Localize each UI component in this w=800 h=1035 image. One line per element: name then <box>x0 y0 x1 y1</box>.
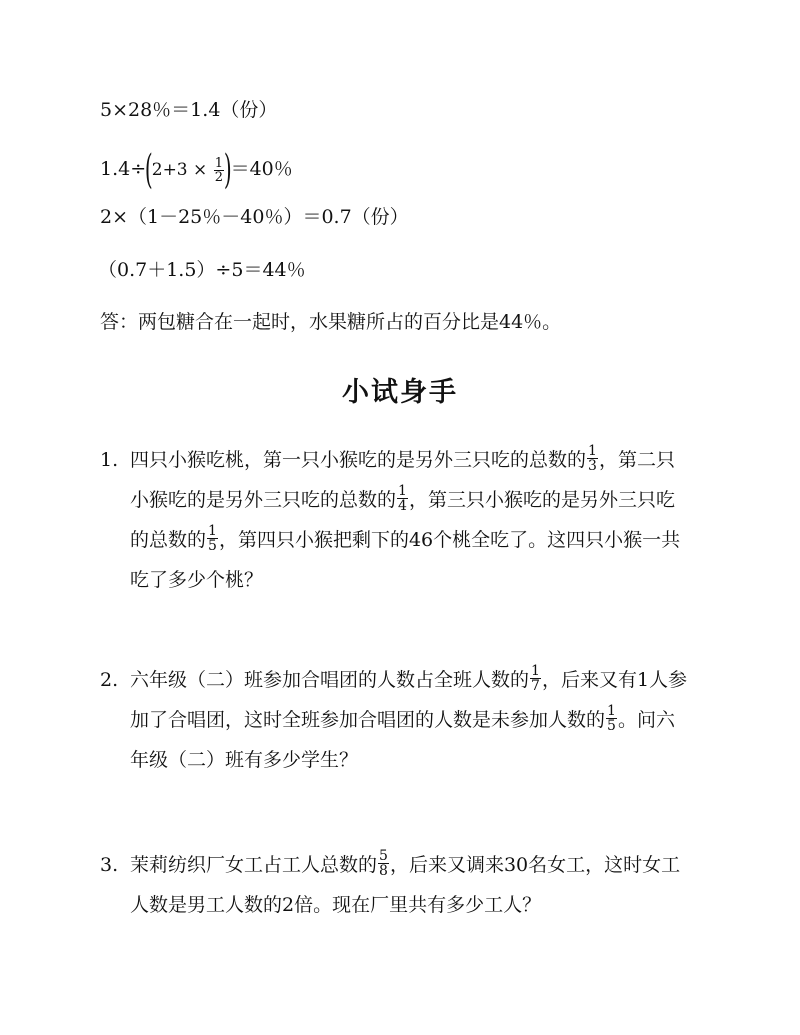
fraction: $\frac{1}{7}$ <box>531 662 540 694</box>
fraction: $\frac{1}{4}$ <box>398 482 407 514</box>
solution-line-2-inner: 2+3 × <box>151 160 213 180</box>
problem-1-row-2: 小猴吃的是另外三只吃的总数的 $\frac{1}{4}$ ，第三只小猴吃的是另外三只吃 <box>130 482 675 514</box>
problem-1-row-3: 的总数的 $\frac{1}{5}$ ，第四只小猴把剩下的46个桃全吃了。这四只小猴一共 <box>130 522 681 554</box>
problem-3-row-2: 人数是男工人数的2倍。现在厂里共有多少工人？ <box>130 894 542 916</box>
fraction: $\frac{1}{5}$ <box>208 522 217 554</box>
solution-line-2-suffix: ＝40％ <box>230 158 293 180</box>
fraction: $\frac{1}{5}$ <box>607 702 616 734</box>
problem-number: 1. <box>100 449 119 471</box>
solution-line-2 <box>100 147 293 193</box>
solution-line-4: （0.7＋1.5）÷5＝44％ <box>98 259 306 281</box>
problem-3-row-1: 3. 茉莉纺织厂女工占工人总数的 $\frac{5}{8}$ ，后来又调来30名女工，这时女工 <box>100 845 700 885</box>
problem-2 <box>100 660 700 780</box>
section-title: 小试身手 <box>342 377 458 408</box>
problem-2-row-2: 加了合唱团，这时全班参加合唱团的人数是未参加人数的 $\frac{1}{5}$ 。问六 <box>130 702 675 734</box>
solution-line-3: 2×（1－25％－40％）＝0.7（份） <box>100 206 409 228</box>
problem-1-row-4: 吃了多少个桃？ <box>130 569 264 591</box>
problem-2-row-3: 年级（二）班有多少学生？ <box>130 749 359 771</box>
solution-line-1: 5×28％＝1.4（份） <box>100 99 278 121</box>
left-paren: ( <box>145 147 153 193</box>
problem-1-row-1: 1. 四只小猴吃桃，第一只小猴吃的是另外三只吃的总数的 $\frac{1}{3}$ ，第二只 <box>100 440 700 480</box>
right-paren: ) <box>223 147 232 193</box>
problem-number: 3. <box>100 854 119 876</box>
problem-number: 2. <box>100 669 119 691</box>
fraction: $\frac{1}{3}$ <box>588 442 597 474</box>
solution-answer: 答：两包糖合在一起时，水果糖所占的百分比是44％。 <box>100 311 562 333</box>
problem-3 <box>100 845 700 925</box>
problem-2-row-1: 2. 六年级（二）班参加合唱团的人数占全班人数的 $\frac{1}{7}$ ，后来又有1人参 <box>100 660 700 700</box>
fraction-one-half: $\frac{1}{2}$ <box>214 155 223 185</box>
fraction: $\frac{5}{8}$ <box>379 847 388 879</box>
problem-1 <box>100 440 700 600</box>
solution-line-2-prefix: 1.4÷ <box>100 158 147 180</box>
